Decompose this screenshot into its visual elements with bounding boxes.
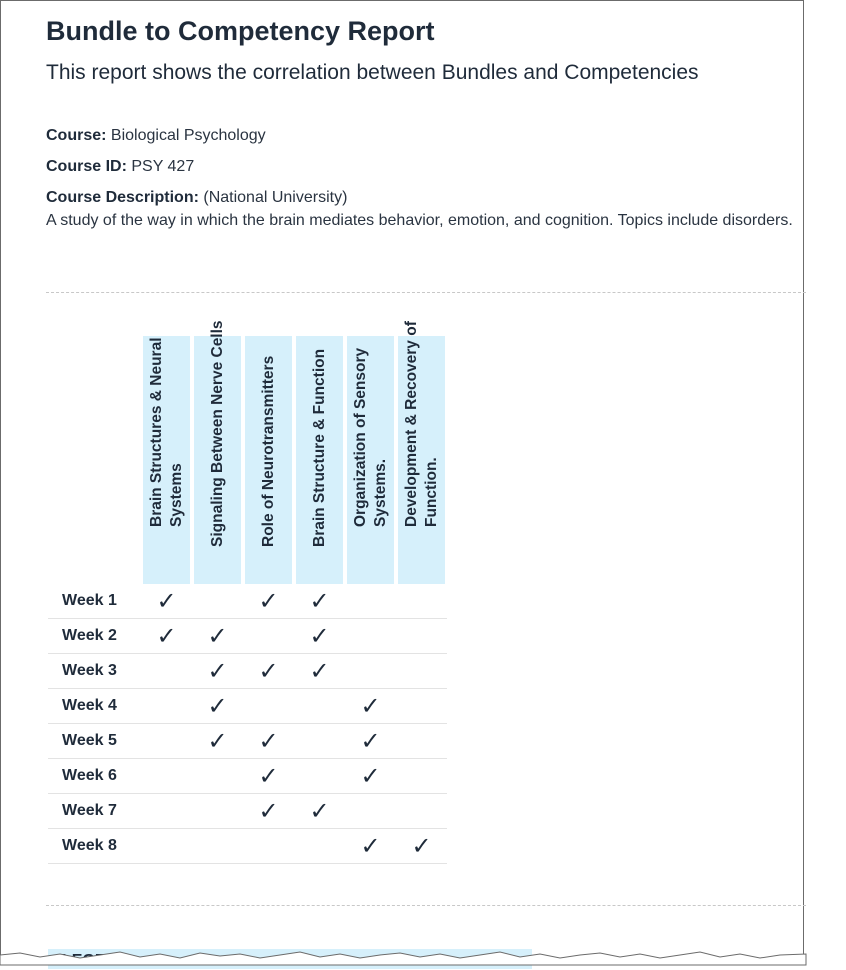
week-label: Week 4 [48, 689, 141, 724]
competency-label: Development & Recovery of Function. [402, 321, 440, 527]
empty-cell [294, 829, 345, 864]
course-description-label: Course Description: [46, 189, 199, 206]
empty-cell [243, 689, 294, 724]
check-icon: ✓ [141, 619, 192, 654]
divider [46, 905, 806, 906]
competency-label: Role of Neurotransmitters [259, 355, 277, 547]
check-icon: ✓ [294, 619, 345, 654]
week-row [48, 759, 447, 794]
competency-matrix [48, 320, 447, 864]
course-institution: (National University) [203, 189, 348, 206]
matrix-corner [48, 336, 141, 584]
empty-cell [141, 759, 192, 794]
empty-cell [141, 654, 192, 689]
check-icon: ✓ [192, 724, 243, 759]
week-row [48, 619, 447, 654]
empty-cell [396, 584, 447, 619]
course-id-line [46, 158, 194, 176]
check-icon: ✓ [192, 689, 243, 724]
check-icon: ✓ [192, 619, 243, 654]
competency-column-header [243, 336, 294, 584]
check-icon: ✓ [345, 829, 396, 864]
empty-cell [192, 759, 243, 794]
week-label: Week 8 [48, 829, 141, 864]
torn-edge [0, 945, 806, 965]
course-name-label: Course: [46, 127, 107, 144]
check-icon: ✓ [294, 584, 345, 619]
empty-cell [345, 654, 396, 689]
empty-cell [396, 619, 447, 654]
course-description: A study of the way in which the brain mediates behavior, emotion, and cognition. Topics include disorders. [46, 212, 793, 229]
check-icon: ✓ [243, 759, 294, 794]
empty-cell [396, 689, 447, 724]
empty-cell [345, 619, 396, 654]
empty-cell [192, 829, 243, 864]
week-row [48, 689, 447, 724]
competency-label: Brain Structure & Function [310, 348, 328, 547]
competency-column-header [294, 336, 345, 584]
week-label: Week 2 [48, 619, 141, 654]
empty-cell [141, 829, 192, 864]
empty-cell [141, 724, 192, 759]
empty-cell [345, 584, 396, 619]
competency-label: Organization of Sensory Systems. [351, 347, 389, 527]
week-label: Week 1 [48, 584, 141, 619]
empty-cell [243, 829, 294, 864]
week-label: Week 5 [48, 724, 141, 759]
empty-cell [141, 689, 192, 724]
week-label: Week 6 [48, 759, 141, 794]
check-icon: ✓ [294, 654, 345, 689]
competency-column-header [396, 321, 447, 584]
check-icon: ✓ [345, 759, 396, 794]
empty-cell [243, 619, 294, 654]
check-icon: ✓ [141, 584, 192, 619]
week-label: Week 3 [48, 654, 141, 689]
empty-cell [192, 794, 243, 829]
week-label: Week 7 [48, 794, 141, 829]
check-icon: ✓ [396, 829, 447, 864]
page-subtitle: This report shows the correlation between Bundles and Competencies [46, 61, 699, 84]
empty-cell [396, 724, 447, 759]
week-row [48, 829, 447, 864]
empty-cell [141, 794, 192, 829]
week-row [48, 724, 447, 759]
check-icon: ✓ [243, 794, 294, 829]
check-icon: ✓ [345, 724, 396, 759]
competency-label: Signaling Between Nerve Cells [208, 320, 226, 547]
week-row [48, 794, 447, 829]
check-icon: ✓ [243, 724, 294, 759]
competency-label: Brain Structures & Neural Systems [147, 337, 185, 527]
competency-column-header [141, 336, 192, 584]
course-name: Biological Psychology [110, 127, 266, 144]
empty-cell [396, 794, 447, 829]
competency-column-header [345, 336, 396, 584]
course-name-line [46, 127, 266, 145]
check-icon: ✓ [243, 584, 294, 619]
week-row [48, 654, 447, 689]
course-description-line [46, 189, 347, 207]
course-id: PSY 427 [131, 158, 195, 175]
matrix-body [48, 584, 447, 864]
empty-cell [294, 724, 345, 759]
empty-cell [345, 794, 396, 829]
empty-cell [294, 689, 345, 724]
competency-column-header [192, 320, 243, 584]
check-icon: ✓ [243, 654, 294, 689]
empty-cell [396, 759, 447, 794]
empty-cell [396, 654, 447, 689]
page-title: Bundle to Competency Report [46, 16, 435, 46]
course-id-label: Course ID: [46, 158, 127, 175]
empty-cell [192, 584, 243, 619]
divider [46, 292, 806, 293]
matrix-header-row [48, 336, 447, 584]
check-icon: ✓ [192, 654, 243, 689]
check-icon: ✓ [294, 794, 345, 829]
empty-cell [294, 759, 345, 794]
check-icon: ✓ [345, 689, 396, 724]
week-row [48, 584, 447, 619]
